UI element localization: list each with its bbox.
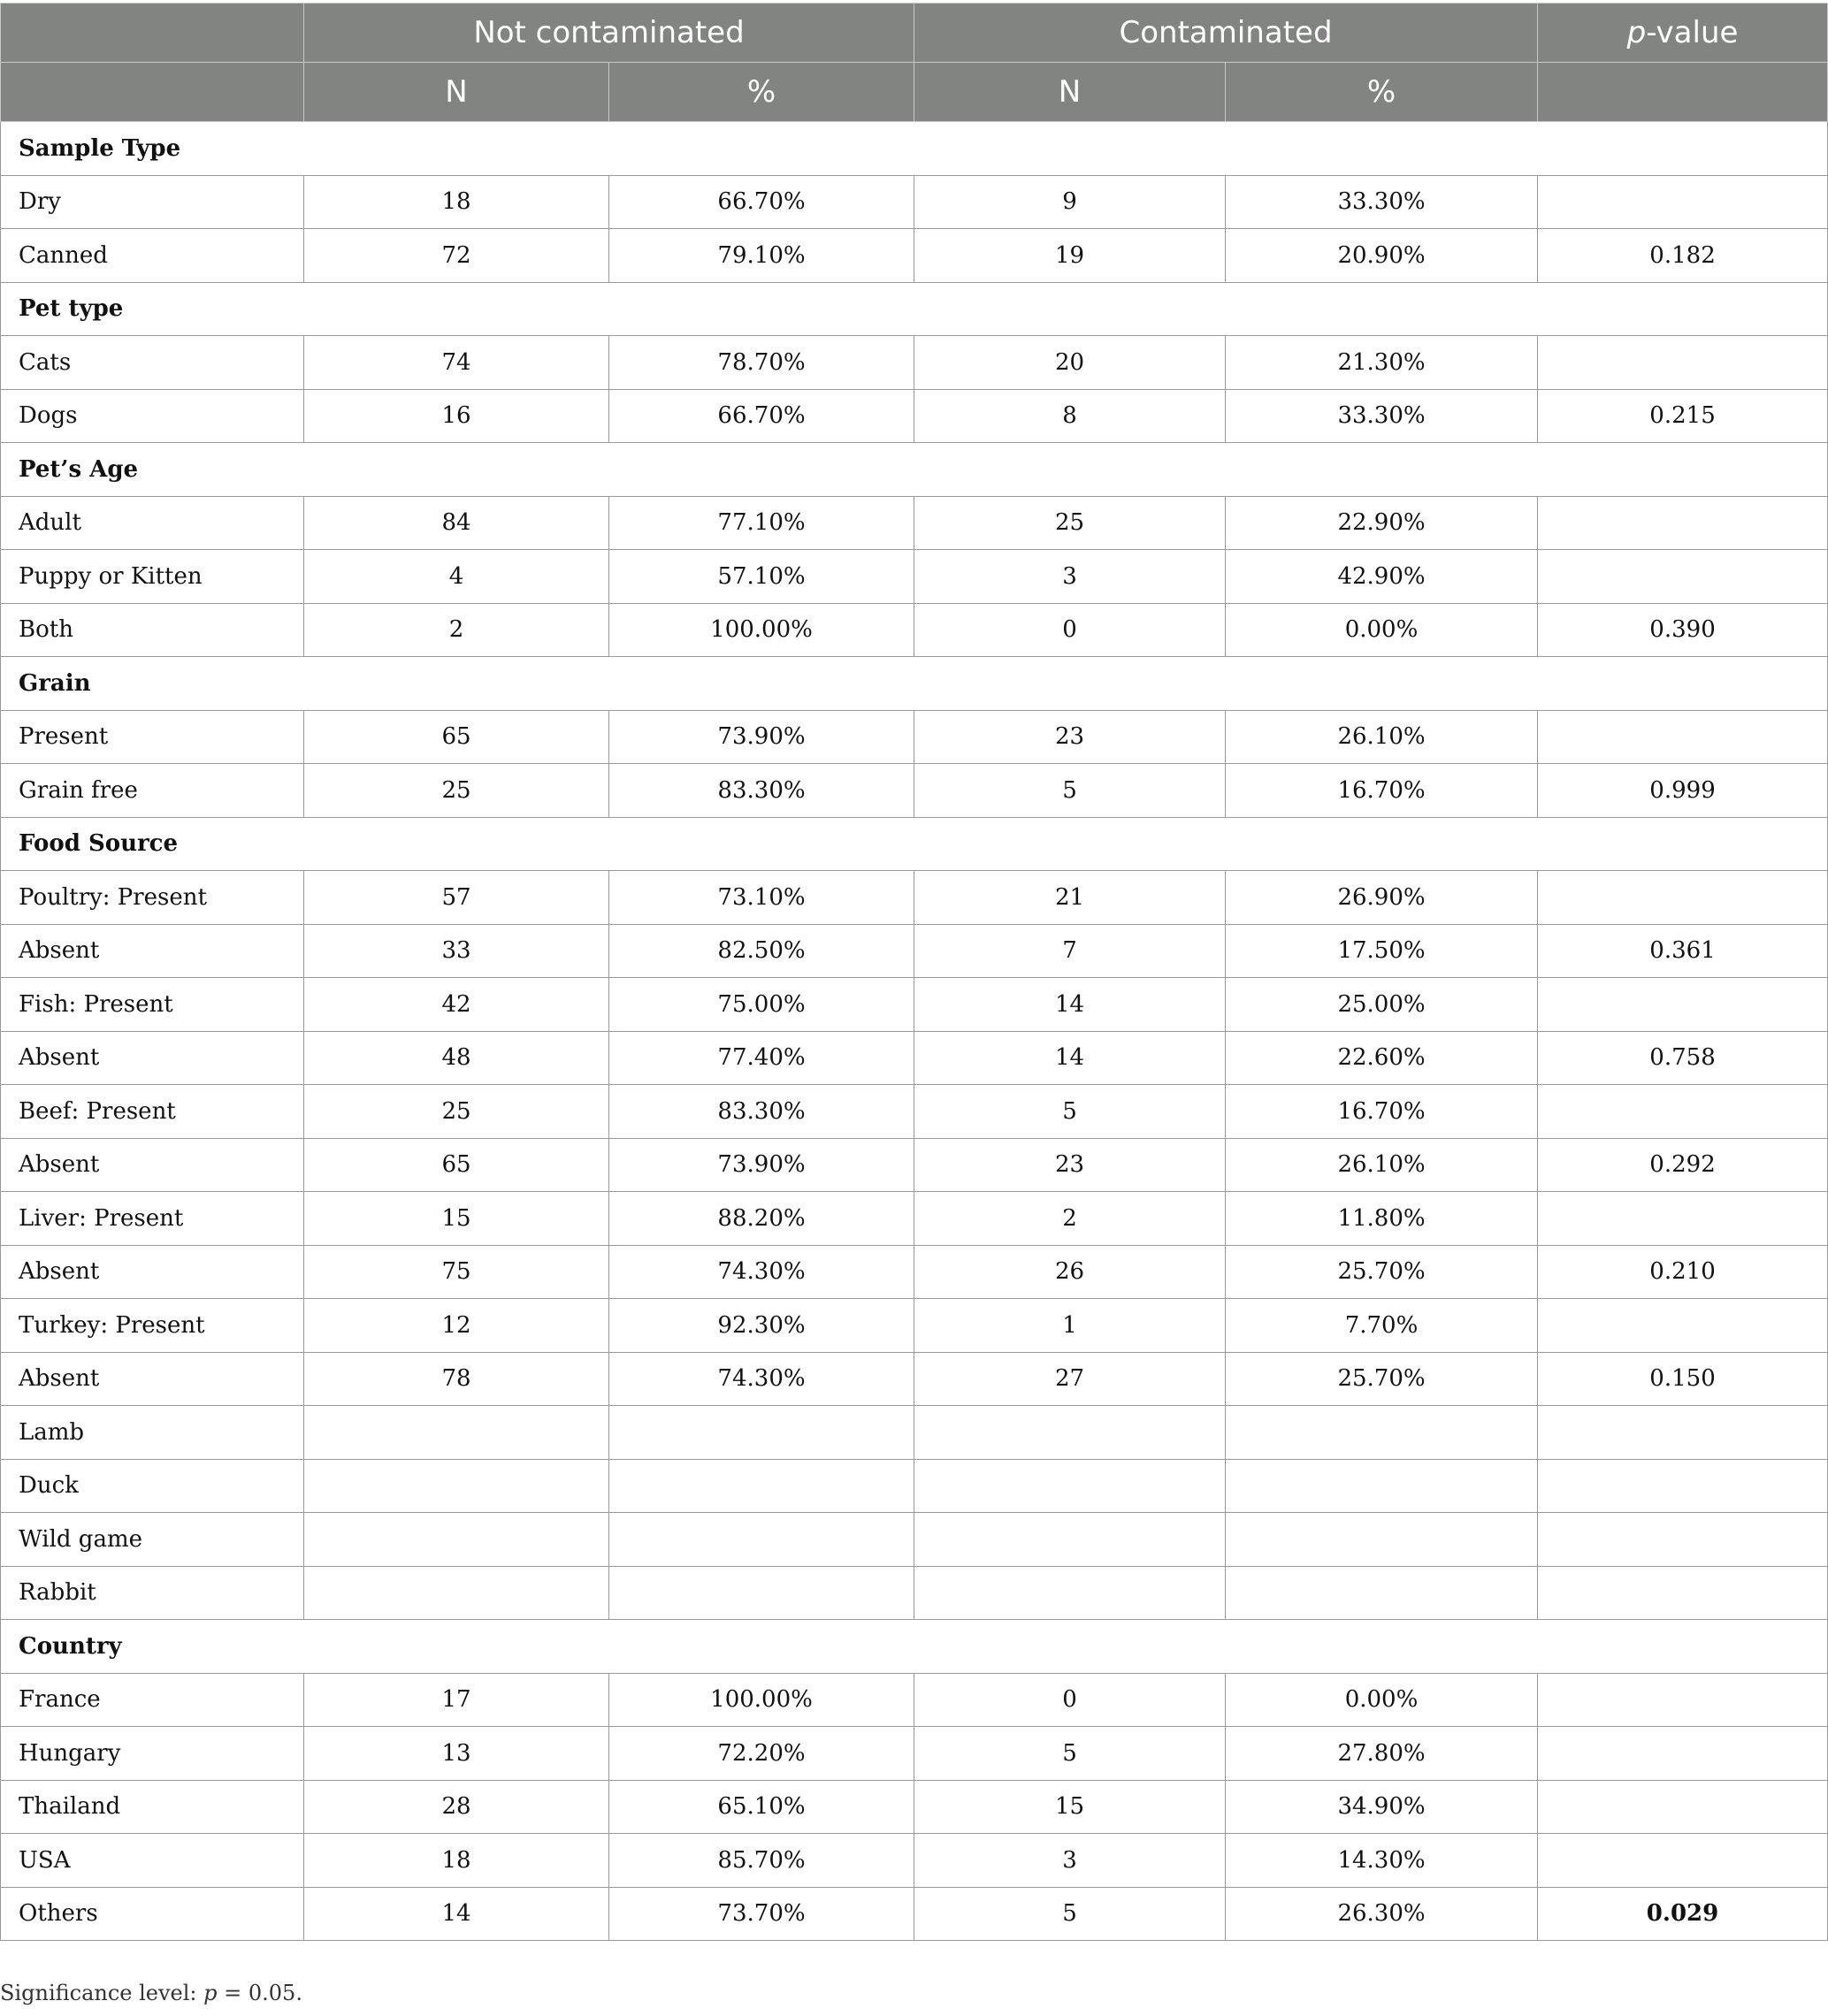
cell-contaminated-n: 5 bbox=[914, 1727, 1226, 1781]
row-label: Others bbox=[1, 1887, 304, 1941]
cell-contaminated-n: 14 bbox=[914, 1031, 1226, 1085]
cell-not-contaminated-n: 18 bbox=[304, 1834, 609, 1888]
cell-contaminated-n bbox=[914, 1513, 1226, 1567]
cell-not-contaminated-n: 65 bbox=[304, 710, 609, 764]
row-label: Puppy or Kitten bbox=[1, 550, 304, 604]
row-label: Absent bbox=[1, 1245, 304, 1299]
row-label: Dogs bbox=[1, 389, 304, 443]
section-label: Grain bbox=[1, 657, 1828, 711]
cell-contaminated-pct: 25.00% bbox=[1226, 978, 1538, 1032]
cell-not-contaminated-pct: 85.70% bbox=[609, 1834, 914, 1888]
table-row bbox=[1, 1352, 1828, 1406]
cell-p-value: 0.361 bbox=[1538, 924, 1828, 978]
cell-contaminated-n: 21 bbox=[914, 871, 1226, 925]
table-row bbox=[1, 924, 1828, 978]
row-label: Absent bbox=[1, 1352, 304, 1406]
table-row bbox=[1, 1299, 1828, 1353]
cell-not-contaminated-pct bbox=[609, 1406, 914, 1460]
cell-not-contaminated-pct: 79.10% bbox=[609, 229, 914, 283]
cell-contaminated-pct: 33.30% bbox=[1226, 175, 1538, 229]
section-label: Country bbox=[1, 1620, 1828, 1674]
cell-contaminated-n: 3 bbox=[914, 550, 1226, 604]
header-p-rest: -value bbox=[1646, 15, 1739, 50]
table-row bbox=[1, 1566, 1828, 1620]
cell-p-value bbox=[1538, 496, 1828, 550]
cell-p-value bbox=[1538, 1673, 1828, 1727]
row-label: Poultry: Present bbox=[1, 871, 304, 925]
table-row bbox=[1, 1406, 1828, 1460]
footnote bbox=[0, 1981, 302, 2005]
cell-not-contaminated-n: 2 bbox=[304, 603, 609, 657]
cell-p-value: 0.758 bbox=[1538, 1031, 1828, 1085]
cell-not-contaminated-n: 15 bbox=[304, 1192, 609, 1246]
section-label: Pet’s Age bbox=[1, 443, 1828, 497]
cell-p-value bbox=[1538, 1406, 1828, 1460]
cell-contaminated-pct: 20.90% bbox=[1226, 229, 1538, 283]
section-row bbox=[1, 657, 1828, 711]
cell-contaminated-n: 1 bbox=[914, 1299, 1226, 1353]
cell-not-contaminated-pct bbox=[609, 1459, 914, 1513]
cell-contaminated-pct: 25.70% bbox=[1226, 1245, 1538, 1299]
sub-header-c-n: N bbox=[914, 63, 1226, 122]
row-label: Turkey: Present bbox=[1, 1299, 304, 1353]
table-row bbox=[1, 496, 1828, 550]
row-label: Thailand bbox=[1, 1780, 304, 1834]
cell-not-contaminated-pct: 73.10% bbox=[609, 871, 914, 925]
cell-not-contaminated-pct: 77.40% bbox=[609, 1031, 914, 1085]
cell-not-contaminated-n: 42 bbox=[304, 978, 609, 1032]
cell-p-value bbox=[1538, 1459, 1828, 1513]
cell-contaminated-pct: 22.90% bbox=[1226, 496, 1538, 550]
cell-not-contaminated-n bbox=[304, 1459, 609, 1513]
cell-p-value: 0.029 bbox=[1538, 1887, 1828, 1941]
table-row bbox=[1, 603, 1828, 657]
cell-contaminated-n: 3 bbox=[914, 1834, 1226, 1888]
cell-not-contaminated-n bbox=[304, 1406, 609, 1460]
table-row bbox=[1, 550, 1828, 604]
cell-contaminated-pct bbox=[1226, 1459, 1538, 1513]
cell-not-contaminated-n: 14 bbox=[304, 1887, 609, 1941]
table-row bbox=[1, 1727, 1828, 1781]
cell-p-value bbox=[1538, 1780, 1828, 1834]
cell-p-value: 0.215 bbox=[1538, 389, 1828, 443]
sub-header-blank bbox=[1, 63, 304, 122]
section-row bbox=[1, 1620, 1828, 1674]
cell-contaminated-pct: 11.80% bbox=[1226, 1192, 1538, 1246]
row-label: Absent bbox=[1, 924, 304, 978]
cell-not-contaminated-n: 75 bbox=[304, 1245, 609, 1299]
sub-header-nc-n: N bbox=[304, 63, 609, 122]
cell-contaminated-n: 5 bbox=[914, 1887, 1226, 1941]
cell-contaminated-pct: 26.10% bbox=[1226, 710, 1538, 764]
cell-not-contaminated-pct: 66.70% bbox=[609, 389, 914, 443]
cell-p-value: 0.390 bbox=[1538, 603, 1828, 657]
cell-not-contaminated-pct bbox=[609, 1513, 914, 1567]
cell-not-contaminated-pct: 73.70% bbox=[609, 1887, 914, 1941]
cell-contaminated-pct: 21.30% bbox=[1226, 336, 1538, 390]
cell-not-contaminated-pct: 73.90% bbox=[609, 710, 914, 764]
cell-contaminated-n: 15 bbox=[914, 1780, 1226, 1834]
cell-not-contaminated-pct: 66.70% bbox=[609, 175, 914, 229]
row-label: France bbox=[1, 1673, 304, 1727]
cell-not-contaminated-n: 28 bbox=[304, 1780, 609, 1834]
row-label: Adult bbox=[1, 496, 304, 550]
table-header bbox=[1, 4, 1828, 122]
cell-p-value bbox=[1538, 1192, 1828, 1246]
cell-p-value bbox=[1538, 1085, 1828, 1139]
cell-contaminated-n: 0 bbox=[914, 1673, 1226, 1727]
header-p-italic: p bbox=[1626, 15, 1647, 50]
cell-p-value bbox=[1538, 978, 1828, 1032]
cell-p-value: 0.999 bbox=[1538, 764, 1828, 818]
footnote-suffix: = 0.05. bbox=[217, 1981, 302, 2005]
table-row bbox=[1, 1192, 1828, 1246]
cell-not-contaminated-n: 33 bbox=[304, 924, 609, 978]
cell-contaminated-pct: 33.30% bbox=[1226, 389, 1538, 443]
cell-not-contaminated-n: 57 bbox=[304, 871, 609, 925]
cell-contaminated-n bbox=[914, 1459, 1226, 1513]
row-label: Dry bbox=[1, 175, 304, 229]
row-label: Grain free bbox=[1, 764, 304, 818]
cell-not-contaminated-pct: 100.00% bbox=[609, 603, 914, 657]
cell-not-contaminated-pct: 100.00% bbox=[609, 1673, 914, 1727]
cell-contaminated-pct: 7.70% bbox=[1226, 1299, 1538, 1353]
table-row bbox=[1, 175, 1828, 229]
cell-contaminated-n: 2 bbox=[914, 1192, 1226, 1246]
table-row bbox=[1, 1245, 1828, 1299]
cell-p-value bbox=[1538, 336, 1828, 390]
cell-not-contaminated-pct: 74.30% bbox=[609, 1245, 914, 1299]
section-label: Pet type bbox=[1, 282, 1828, 336]
sub-header-p-blank bbox=[1538, 63, 1828, 122]
cell-contaminated-pct: 26.90% bbox=[1226, 871, 1538, 925]
section-label: Food Source bbox=[1, 817, 1828, 871]
cell-not-contaminated-n: 17 bbox=[304, 1673, 609, 1727]
cell-contaminated-pct: 16.70% bbox=[1226, 1085, 1538, 1139]
cell-not-contaminated-n: 16 bbox=[304, 389, 609, 443]
contamination-table bbox=[0, 3, 1828, 1941]
cell-not-contaminated-pct: 82.50% bbox=[609, 924, 914, 978]
cell-not-contaminated-pct: 57.10% bbox=[609, 550, 914, 604]
sub-header-nc-pct: % bbox=[609, 63, 914, 122]
header-not-contaminated: Not contaminated bbox=[304, 4, 914, 63]
cell-not-contaminated-pct: 75.00% bbox=[609, 978, 914, 1032]
row-label: USA bbox=[1, 1834, 304, 1888]
table-row bbox=[1, 1459, 1828, 1513]
cell-contaminated-pct: 25.70% bbox=[1226, 1352, 1538, 1406]
cell-p-value: 0.292 bbox=[1538, 1138, 1828, 1192]
cell-not-contaminated-pct: 72.20% bbox=[609, 1727, 914, 1781]
table-row bbox=[1, 1673, 1828, 1727]
cell-contaminated-pct: 42.90% bbox=[1226, 550, 1538, 604]
cell-contaminated-n: 8 bbox=[914, 389, 1226, 443]
cell-contaminated-n: 20 bbox=[914, 336, 1226, 390]
section-row bbox=[1, 443, 1828, 497]
cell-p-value: 0.210 bbox=[1538, 1245, 1828, 1299]
cell-contaminated-n bbox=[914, 1406, 1226, 1460]
cell-p-value bbox=[1538, 1299, 1828, 1353]
cell-p-value bbox=[1538, 1834, 1828, 1888]
cell-not-contaminated-pct: 73.90% bbox=[609, 1138, 914, 1192]
cell-p-value bbox=[1538, 1727, 1828, 1781]
row-label: Present bbox=[1, 710, 304, 764]
cell-not-contaminated-n: 78 bbox=[304, 1352, 609, 1406]
cell-contaminated-n: 26 bbox=[914, 1245, 1226, 1299]
table-row bbox=[1, 1085, 1828, 1139]
cell-not-contaminated-pct: 78.70% bbox=[609, 336, 914, 390]
table-row bbox=[1, 1887, 1828, 1941]
cell-contaminated-pct: 14.30% bbox=[1226, 1834, 1538, 1888]
header-row-sub bbox=[1, 63, 1828, 122]
cell-p-value: 0.182 bbox=[1538, 229, 1828, 283]
cell-not-contaminated-pct: 65.10% bbox=[609, 1780, 914, 1834]
cell-not-contaminated-n: 48 bbox=[304, 1031, 609, 1085]
cell-not-contaminated-n: 18 bbox=[304, 175, 609, 229]
cell-not-contaminated-pct: 92.30% bbox=[609, 1299, 914, 1353]
cell-p-value bbox=[1538, 175, 1828, 229]
cell-contaminated-pct: 26.10% bbox=[1226, 1138, 1538, 1192]
cell-contaminated-pct bbox=[1226, 1566, 1538, 1620]
row-label: Cats bbox=[1, 336, 304, 390]
section-row bbox=[1, 282, 1828, 336]
cell-contaminated-n: 14 bbox=[914, 978, 1226, 1032]
table-row bbox=[1, 764, 1828, 818]
cell-not-contaminated-pct: 77.10% bbox=[609, 496, 914, 550]
row-label: Lamb bbox=[1, 1406, 304, 1460]
row-label: Absent bbox=[1, 1031, 304, 1085]
cell-contaminated-n: 19 bbox=[914, 229, 1226, 283]
cell-contaminated-pct bbox=[1226, 1406, 1538, 1460]
cell-contaminated-pct: 34.90% bbox=[1226, 1780, 1538, 1834]
row-label: Wild game bbox=[1, 1513, 304, 1567]
cell-contaminated-pct: 0.00% bbox=[1226, 1673, 1538, 1727]
row-label: Hungary bbox=[1, 1727, 304, 1781]
table-row bbox=[1, 1031, 1828, 1085]
footnote-p: p bbox=[203, 1981, 218, 2005]
footnote-prefix: Significance level: bbox=[0, 1981, 204, 2005]
cell-p-value: 0.150 bbox=[1538, 1352, 1828, 1406]
cell-not-contaminated-n bbox=[304, 1513, 609, 1567]
row-label: Fish: Present bbox=[1, 978, 304, 1032]
row-label: Liver: Present bbox=[1, 1192, 304, 1246]
cell-contaminated-pct: 22.60% bbox=[1226, 1031, 1538, 1085]
cell-p-value bbox=[1538, 871, 1828, 925]
cell-not-contaminated-n bbox=[304, 1566, 609, 1620]
cell-not-contaminated-pct: 83.30% bbox=[609, 1085, 914, 1139]
table-row bbox=[1, 229, 1828, 283]
cell-not-contaminated-n: 4 bbox=[304, 550, 609, 604]
table-row bbox=[1, 1513, 1828, 1567]
header-contaminated: Contaminated bbox=[914, 4, 1538, 63]
cell-contaminated-n: 25 bbox=[914, 496, 1226, 550]
cell-not-contaminated-n: 25 bbox=[304, 1085, 609, 1139]
cell-not-contaminated-pct: 83.30% bbox=[609, 764, 914, 818]
cell-contaminated-pct bbox=[1226, 1513, 1538, 1567]
cell-contaminated-n: 23 bbox=[914, 710, 1226, 764]
cell-not-contaminated-n: 84 bbox=[304, 496, 609, 550]
cell-contaminated-pct: 16.70% bbox=[1226, 764, 1538, 818]
cell-not-contaminated-n: 72 bbox=[304, 229, 609, 283]
cell-contaminated-n: 5 bbox=[914, 1085, 1226, 1139]
table-row bbox=[1, 1138, 1828, 1192]
cell-p-value bbox=[1538, 550, 1828, 604]
cell-contaminated-n: 9 bbox=[914, 175, 1226, 229]
cell-contaminated-n bbox=[914, 1566, 1226, 1620]
cell-not-contaminated-pct: 74.30% bbox=[609, 1352, 914, 1406]
table-row bbox=[1, 389, 1828, 443]
cell-not-contaminated-n: 25 bbox=[304, 764, 609, 818]
cell-contaminated-pct: 27.80% bbox=[1226, 1727, 1538, 1781]
cell-contaminated-n: 23 bbox=[914, 1138, 1226, 1192]
table-row bbox=[1, 1780, 1828, 1834]
cell-not-contaminated-pct: 88.20% bbox=[609, 1192, 914, 1246]
header-blank bbox=[1, 4, 304, 63]
cell-contaminated-n: 0 bbox=[914, 603, 1226, 657]
header-p-value bbox=[1538, 4, 1828, 63]
cell-not-contaminated-n: 12 bbox=[304, 1299, 609, 1353]
row-label: Both bbox=[1, 603, 304, 657]
table-body bbox=[1, 122, 1828, 1941]
table-row bbox=[1, 710, 1828, 764]
row-label: Canned bbox=[1, 229, 304, 283]
sub-header-c-pct: % bbox=[1226, 63, 1538, 122]
table-row bbox=[1, 336, 1828, 390]
table-row bbox=[1, 871, 1828, 925]
section-label: Sample Type bbox=[1, 122, 1828, 176]
cell-contaminated-n: 27 bbox=[914, 1352, 1226, 1406]
cell-p-value bbox=[1538, 1566, 1828, 1620]
section-row bbox=[1, 817, 1828, 871]
cell-contaminated-n: 7 bbox=[914, 924, 1226, 978]
row-label: Absent bbox=[1, 1138, 304, 1192]
cell-contaminated-pct: 0.00% bbox=[1226, 603, 1538, 657]
cell-not-contaminated-n: 13 bbox=[304, 1727, 609, 1781]
header-row-groups bbox=[1, 4, 1828, 63]
cell-not-contaminated-pct bbox=[609, 1566, 914, 1620]
cell-p-value bbox=[1538, 1513, 1828, 1567]
section-row bbox=[1, 122, 1828, 176]
cell-not-contaminated-n: 74 bbox=[304, 336, 609, 390]
cell-p-value bbox=[1538, 710, 1828, 764]
table-row bbox=[1, 1834, 1828, 1888]
cell-not-contaminated-n: 65 bbox=[304, 1138, 609, 1192]
row-label: Beef: Present bbox=[1, 1085, 304, 1139]
cell-contaminated-n: 5 bbox=[914, 764, 1226, 818]
row-label: Duck bbox=[1, 1459, 304, 1513]
row-label: Rabbit bbox=[1, 1566, 304, 1620]
cell-contaminated-pct: 26.30% bbox=[1226, 1887, 1538, 1941]
table-row bbox=[1, 978, 1828, 1032]
cell-contaminated-pct: 17.50% bbox=[1226, 924, 1538, 978]
